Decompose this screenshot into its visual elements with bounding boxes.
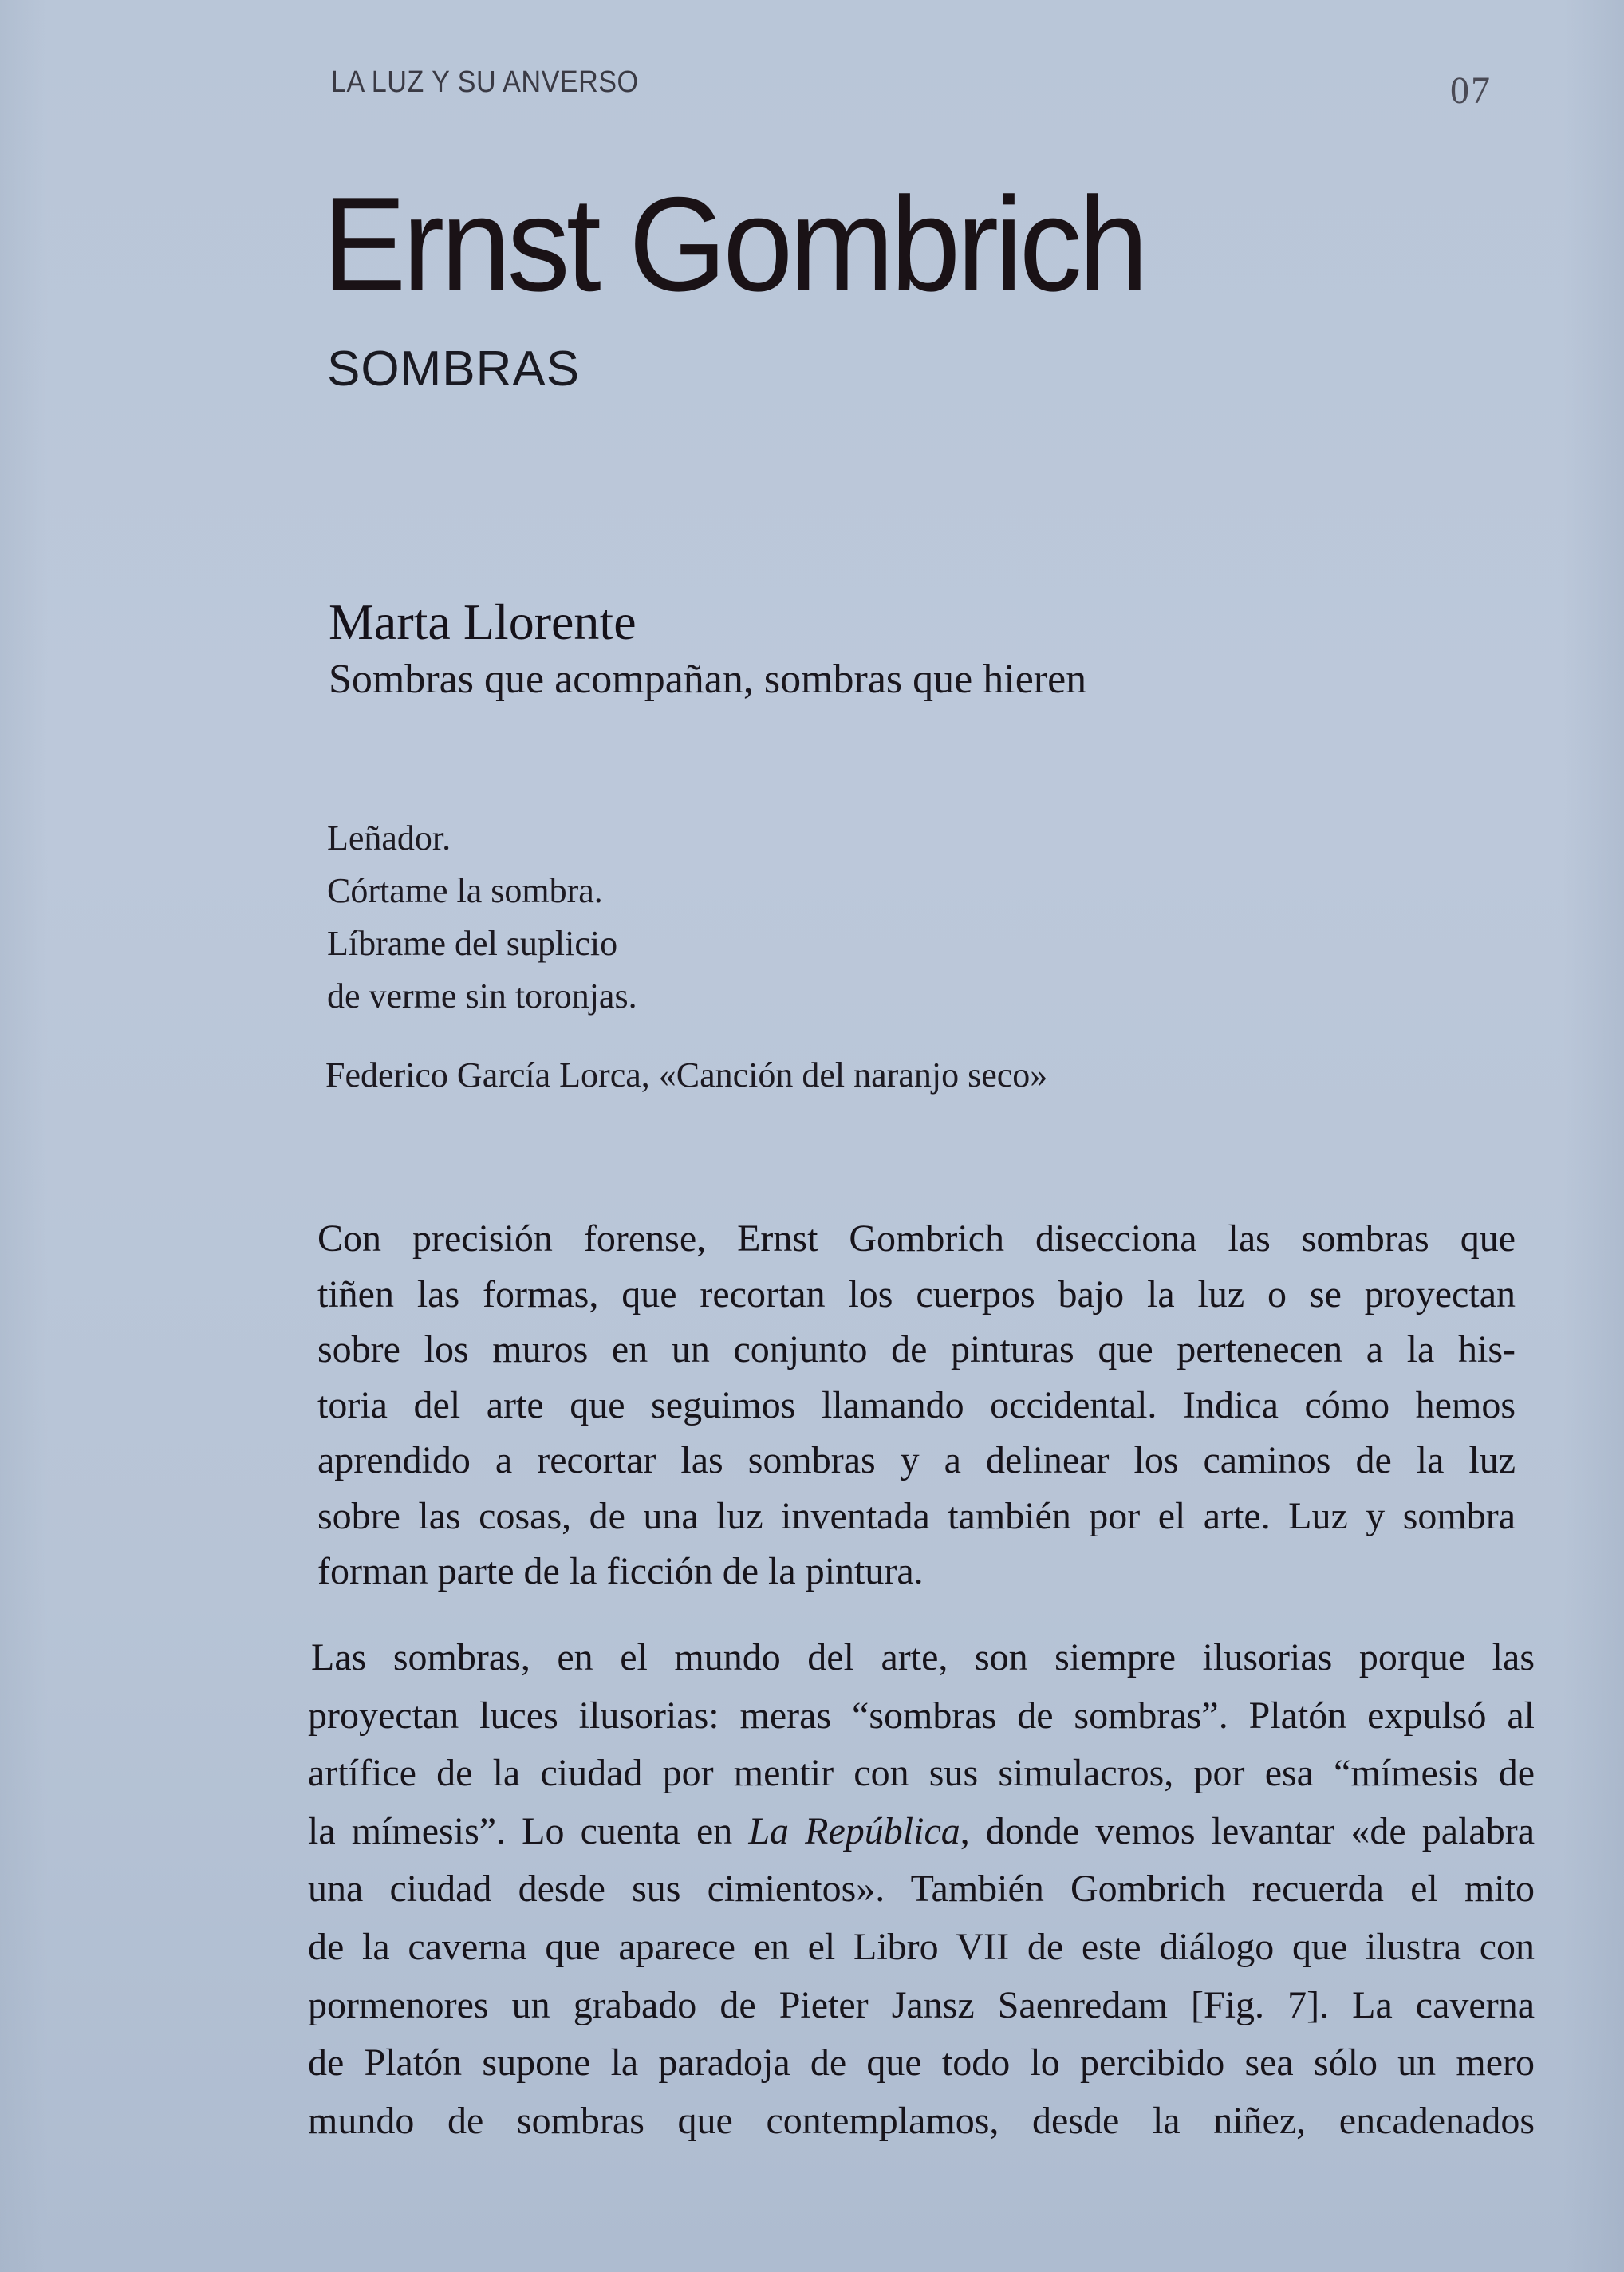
body-paragraph-1 [317,1211,1516,1599]
paragraph-line: tiñen las formas, que recortan los cuerpos bajo la luz o se proyectan [317,1272,1516,1315]
paragraph-line: sobre los muros en un conjunto de pinturas que pertenecen a la his- [317,1328,1516,1371]
paragraph-line: mundo de sombras que contemplamos, desde la niñez, encadenados [308,2099,1535,2142]
epigraph-line: de verme sin toronjas. [327,976,637,1016]
paragraph-line: de la caverna que aparece en el Libro VII de este diálogo que ilustra con [308,1925,1535,1968]
chapter-title: Ernst Gombrich [322,169,1145,319]
book-title-italic: La República [748,1809,960,1852]
paragraph-line: Con precisión forense, Ernst Gombrich disecciona las sombras que [317,1217,1516,1260]
paragraph-line: una ciudad desde sus cimientos». También Gombrich recuerda el mito [308,1868,1535,1911]
epigraph-attribution: Federico García Lorca, «Canción del naranjo seco» [325,1055,1048,1095]
paragraph-line: proyectan luces ilusorias: meras “sombras de sombras”. Platón expulsó al [308,1694,1535,1737]
paragraph-line: Las sombras, en el mundo del arte, son siempre ilusorias porque las [311,1636,1535,1678]
epigraph-line: Líbrame del suplicio [327,924,618,963]
epigraph-poem [327,812,637,1023]
paragraph-line: forman parte de la ficción de la pintura. [317,1550,924,1592]
essay-title: Sombras que acompañan, sombras que hieren [329,657,1087,702]
paragraph-line: aprendido a recortar las sombras y a delinear los caminos de la luz [317,1439,1516,1481]
epigraph-line: Córtame la sombra. [327,871,603,910]
body-paragraph-2 [308,1629,1535,2150]
paragraph-line: de Platón supone la paradoja de que todo lo percibido sea sólo un mero [308,2041,1535,2085]
paragraph-line: toria del arte que seguimos llamando occidental. Indica cómo hemos [317,1383,1516,1426]
paragraph-line-with-italic [308,1803,1535,1861]
essay-author: Marta Llorente [329,594,637,650]
paragraph-line: artífice de la ciudad por mentir con sus simulacros, por esa “mímesis de [308,1752,1535,1795]
line-text: la mímesis”. Lo cuenta en [308,1809,749,1852]
chapter-section-label: SOMBRAS [327,341,581,396]
paragraph-line: pormenores un grabado de Pieter Jansz Saenredam [Fig. 7]. La caverna [308,1983,1535,2026]
running-header-title: LA LUZ Y SU ANVERSO [331,65,639,99]
page-number: 07 [1450,69,1492,112]
line-text: , donde vemos levantar «de palabra [960,1809,1535,1852]
epigraph-line: Leñador. [327,818,451,858]
paragraph-line: sobre las cosas, de una luz inventada también por el arte. Luz y sombra [317,1494,1516,1537]
